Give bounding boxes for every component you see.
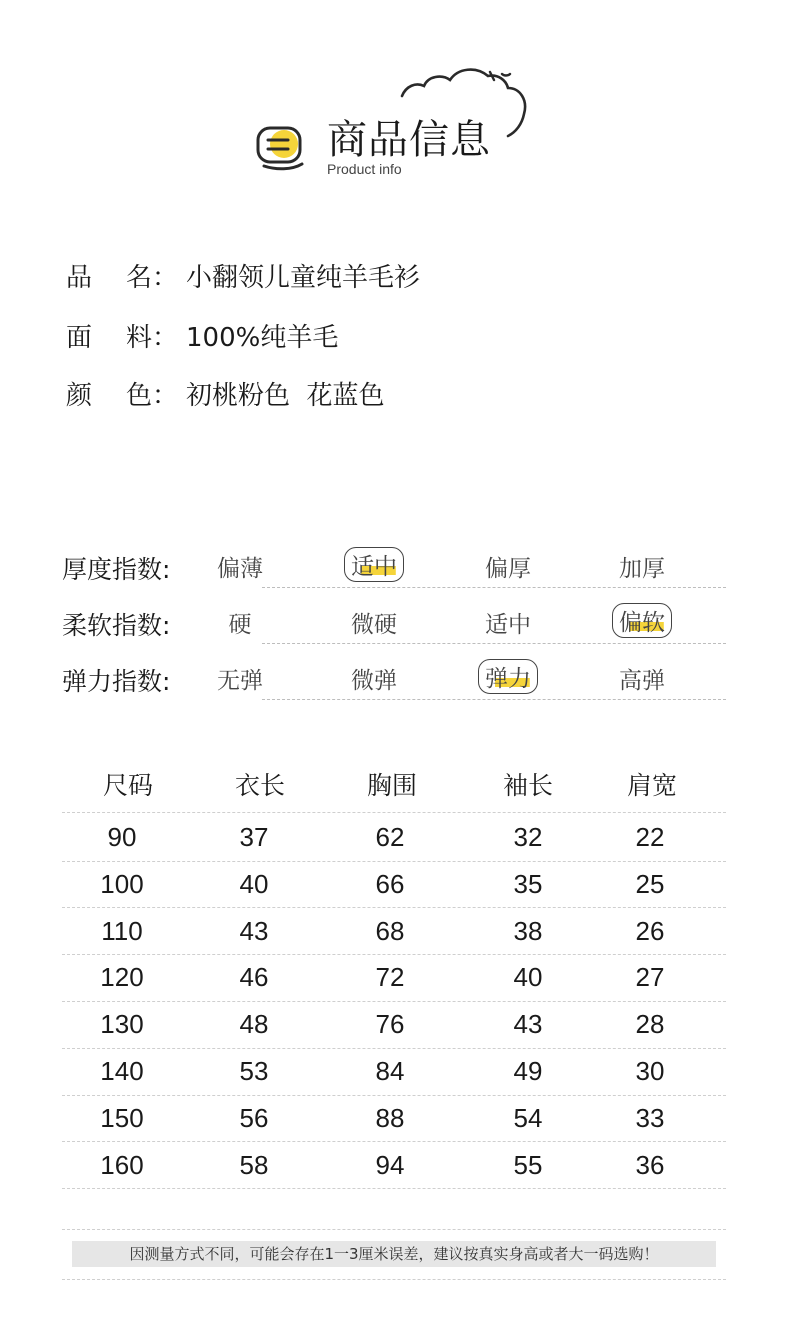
dashed-divider [62,1229,726,1230]
table-row [62,1048,726,1096]
table-cell: 40 [513,962,543,993]
column-header: 尺码 [102,771,154,800]
info-label-char: 面 [66,323,93,353]
table-row [62,1142,726,1190]
dashed-divider [62,812,726,813]
table-cell: 30 [635,1056,665,1086]
dashed-divider [262,643,726,644]
table-cell: 53 [239,1056,269,1086]
index-option: 微硬 [351,612,397,638]
info-value: 小翻领儿童纯羊毛衫 [186,263,421,293]
index-option: 加厚 [619,556,665,582]
table-cell: 150 [100,1102,144,1133]
table-row [62,1001,726,1049]
index-label: 柔软指数: [62,611,171,640]
table-cell: 55 [513,1149,543,1180]
table-cell: 88 [375,1102,405,1133]
table-cell: 32 [513,822,543,852]
info-row-name [66,257,420,294]
table-cell: 27 [635,962,665,993]
table-cell: 130 [100,1009,144,1040]
table-row [62,1095,726,1143]
index-row-thickness [62,544,726,588]
table-cell: 43 [239,915,269,946]
info-value: 100%纯羊毛 [186,323,339,353]
table-cell: 48 [239,1009,269,1040]
table-row [62,861,726,909]
table-cell: 140 [100,1056,144,1086]
info-value: 初桃粉色 花蓝色 [186,381,385,411]
column-header: 衣长 [234,771,286,800]
index-option-selected: 弹力 [478,659,538,694]
table-row [62,954,726,1002]
table-cell: 38 [513,915,543,946]
table-cell: 160 [100,1149,144,1180]
table-cell: 58 [239,1149,269,1180]
table-cell: 84 [375,1056,405,1086]
table-row [62,814,726,862]
dashed-divider [262,699,726,700]
table-row [62,908,726,956]
index-option-selected: 偏软 [612,603,672,638]
index-label: 弹力指数: [62,667,171,696]
section-header [0,0,790,200]
table-cell: 100 [100,868,144,899]
column-header: 胸围 [366,771,418,800]
table-cell: 28 [635,1009,665,1040]
table-cell: 36 [635,1149,665,1180]
table-cell: 76 [375,1009,405,1040]
table-cell: 54 [513,1102,543,1133]
info-label-char: 品 [66,263,93,293]
info-label-char: 颜 [66,381,93,411]
info-label-char: 名： [126,263,179,293]
info-row-color [66,375,385,412]
table-cell: 120 [100,962,144,993]
index-option: 偏薄 [217,556,263,582]
info-label-char: 料： [126,323,179,353]
table-cell: 62 [375,822,405,852]
index-option: 偏厚 [485,556,531,582]
page-title: 商品信息 [327,117,491,163]
dashed-divider [262,587,726,588]
dashed-divider [62,1279,726,1280]
table-cell: 46 [239,962,269,993]
table-cell: 40 [239,868,269,899]
table-cell: 110 [101,915,143,946]
table-cell: 68 [375,915,405,946]
table-cell: 37 [239,822,269,852]
index-option: 高弹 [619,668,665,694]
table-header [62,760,726,812]
index-option: 无弹 [217,668,263,694]
info-label-char: 色： [126,381,179,411]
table-cell: 90 [107,822,137,852]
table-cell: 56 [239,1102,269,1133]
table-cell: 26 [635,915,665,946]
table-cell: 66 [375,868,405,899]
column-header: 袖长 [502,771,554,800]
index-label: 厚度指数: [62,555,171,584]
page-subtitle: Product info [327,161,402,177]
index-option: 适中 [485,612,531,638]
document-logo-icon [254,122,308,172]
index-option: 微弹 [351,668,397,694]
index-row-elasticity [62,656,726,700]
table-cell: 35 [513,868,543,899]
table-cell: 33 [635,1102,665,1133]
table-cell: 25 [635,868,665,899]
table-cell: 72 [375,962,405,993]
index-row-softness [62,600,726,644]
index-option-selected: 适中 [344,547,404,582]
table-cell: 94 [375,1149,405,1180]
table-cell: 43 [513,1009,543,1040]
index-option: 硬 [228,612,252,638]
column-header: 肩宽 [626,771,678,800]
measurement-note: 因测量方式不同，可能会存在1一3厘米误差，建议按真实身高或者大一码选购！ [72,1241,716,1267]
info-row-material [66,317,338,354]
table-cell: 49 [513,1056,543,1086]
table-cell: 22 [635,822,665,852]
